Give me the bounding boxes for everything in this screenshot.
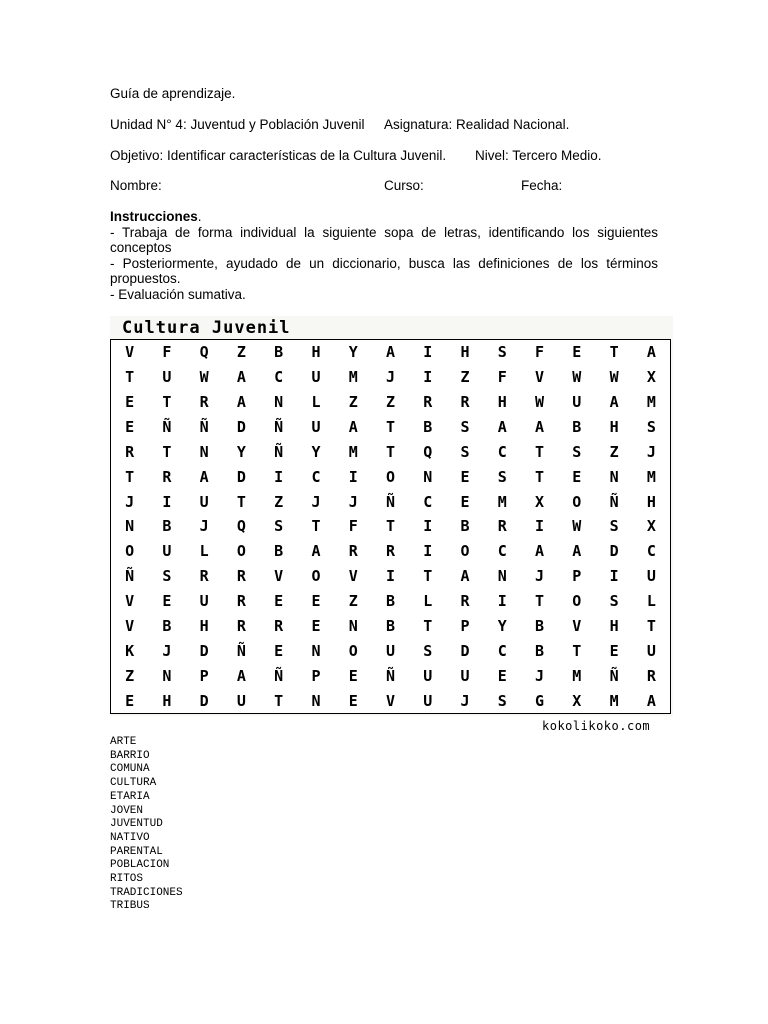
grid-letter: R [385, 542, 395, 561]
grid-letter: T [311, 517, 321, 536]
grid-letter: T [423, 567, 433, 586]
grid-letter: T [385, 517, 395, 536]
grid-letter: V [535, 368, 545, 387]
grid-letter: B [162, 616, 172, 635]
grid-letter: E [162, 592, 172, 611]
grid-letter: Y [348, 343, 358, 362]
grid-letter: T [125, 368, 135, 387]
grid-letter: M [572, 666, 582, 685]
grid-letter: E [572, 343, 582, 362]
grid-letter: E [125, 393, 135, 412]
grid-letter: C [646, 542, 656, 561]
grid-letter: S [609, 517, 619, 536]
grid-letter: U [162, 542, 172, 561]
grid-letter: X [572, 691, 582, 710]
grid-letter: A [535, 542, 545, 561]
grid-letter: N [609, 467, 619, 486]
grid-letter: V [348, 567, 358, 586]
grid-letter: H [311, 343, 321, 362]
grid-letter: I [423, 343, 433, 362]
grid-letter: W [609, 368, 619, 387]
grid-letter: T [535, 467, 545, 486]
instructions-title: Instrucciones [110, 209, 198, 224]
word-list-item: ETARIA [110, 790, 150, 803]
grid-letter: J [535, 567, 545, 586]
grid-letter: M [646, 467, 656, 486]
grid-letter: A [199, 467, 209, 486]
grid-letter: L [311, 393, 321, 412]
grid-letter: Z [609, 442, 619, 461]
grid-letter: B [274, 542, 284, 561]
grid-letter: N [497, 567, 507, 586]
grid-letter: T [125, 467, 135, 486]
grid-letter: U [646, 641, 656, 660]
grid-letter: D [236, 418, 246, 437]
grid-letter: N [311, 691, 321, 710]
grid-letter: H [162, 691, 172, 710]
grid-letter: I [348, 467, 358, 486]
grid-letter: Z [236, 343, 246, 362]
grid-letter: R [162, 467, 172, 486]
grid-letter: F [535, 343, 545, 362]
grid-letter: T [646, 616, 656, 635]
grid-letter: T [535, 592, 545, 611]
grid-letter: W [572, 517, 582, 536]
grid-letter: R [460, 393, 470, 412]
grid-letter: L [423, 592, 433, 611]
grid-letter: E [274, 641, 284, 660]
word-list-item: POBLACION [110, 859, 170, 872]
instruction-item: - Posteriormente, ayudado de un diccionario, busca las definiciones de los términos propuestos. [110, 255, 658, 286]
grid-letter: D [199, 641, 209, 660]
grid-letter: X [646, 517, 656, 536]
instructions-title-suffix: . [197, 209, 202, 224]
grid-letter: U [385, 641, 395, 660]
grid-letter: J [125, 492, 135, 511]
grid-letter: I [274, 467, 284, 486]
word-list-item: TRADICIONES [110, 886, 183, 899]
grid-letter: N [162, 666, 172, 685]
grid-letter: R [423, 393, 433, 412]
grid-letter: T [274, 691, 284, 710]
grid-letter: E [348, 666, 358, 685]
grid-letter: K [125, 641, 135, 660]
grid-letter: I [609, 567, 619, 586]
grid-letter: F [348, 517, 358, 536]
grid-letter: R [497, 517, 507, 536]
grid-letter: Ñ [274, 666, 284, 685]
grid-letter: S [609, 592, 619, 611]
grid-letter: N [348, 616, 358, 635]
grid-letter: U [423, 691, 433, 710]
grid-letter: E [572, 467, 582, 486]
grid-letter: A [236, 666, 246, 685]
grid-letter: F [497, 368, 507, 387]
grid-letter: J [162, 641, 172, 660]
grid-letter: J [646, 442, 656, 461]
objective-label: Objetivo: Identificar características de la Cultura Juvenil. [110, 148, 447, 163]
grid-letter: B [460, 517, 470, 536]
instruction-item: - Evaluación sumativa. [110, 286, 246, 302]
grid-letter: B [385, 616, 395, 635]
grid-letter: I [423, 368, 433, 387]
grid-letter: Ñ [199, 418, 209, 437]
word-list-item: RITOS [110, 873, 144, 886]
grid-letter: T [423, 616, 433, 635]
grid-letter: E [311, 592, 321, 611]
grid-letter: D [609, 542, 619, 561]
word-list-item: JUVENTUD [110, 818, 163, 831]
grid-letter: Ñ [609, 666, 619, 685]
grid-letter: P [572, 567, 582, 586]
grid-letter: V [385, 691, 395, 710]
word-list-item: COMUNA [110, 763, 150, 776]
grid-letter: E [460, 467, 470, 486]
grid-letter: I [535, 517, 545, 536]
grid-letter: A [646, 343, 656, 362]
grid-letter: N [125, 517, 135, 536]
grid-letter: A [460, 567, 470, 586]
grid-letter: M [646, 393, 656, 412]
grid-letter: T [385, 442, 395, 461]
grid-letter: P [460, 616, 470, 635]
grid-letter: R [199, 567, 209, 586]
grid-letter: C [311, 467, 321, 486]
grid-letter: A [236, 368, 246, 387]
grid-letter: E [125, 691, 135, 710]
grid-letter: L [199, 542, 209, 561]
grid-letter: M [609, 691, 619, 710]
grid-letter: J [385, 368, 395, 387]
grid-letter: W [572, 368, 582, 387]
grid-letter: T [535, 442, 545, 461]
grid-letter: H [609, 418, 619, 437]
grid-letter: T [572, 641, 582, 660]
grid-letter: D [236, 467, 246, 486]
grid-letter: Y [497, 616, 507, 635]
grid-letter: W [535, 393, 545, 412]
grid-letter: Z [125, 666, 135, 685]
grid-letter: A [497, 418, 507, 437]
grid-letter: I [423, 517, 433, 536]
grid-letter: V [125, 343, 135, 362]
grid-letter: S [274, 517, 284, 536]
grid-letter: J [199, 517, 209, 536]
grid-letter: S [497, 467, 507, 486]
subject-label: Asignatura: Realidad Nacional. [384, 117, 570, 132]
grid-letter: E [348, 691, 358, 710]
grid-letter: A [572, 542, 582, 561]
word-list-item: TRIBUS [110, 900, 150, 913]
grid-letter: A [535, 418, 545, 437]
grid-letter: U [199, 492, 209, 511]
grid-letter: C [497, 542, 507, 561]
grid-letter: B [162, 517, 172, 536]
grid-letter: U [460, 666, 470, 685]
instruction-item: - Trabaja de forma individual la siguiente sopa de letras, identificando los siguientes conceptos [110, 224, 658, 255]
course-field-label: Curso: [384, 178, 424, 193]
grid-letter: C [274, 368, 284, 387]
grid-letter: R [199, 393, 209, 412]
grid-letter: Z [385, 393, 395, 412]
grid-letter: H [609, 616, 619, 635]
grid-letter: O [572, 492, 582, 511]
grid-letter: D [460, 641, 470, 660]
instructions-section [110, 209, 658, 302]
grid-letter: L [646, 592, 656, 611]
grid-letter: Ñ [274, 418, 284, 437]
grid-letter: I [423, 542, 433, 561]
grid-letter: A [311, 542, 321, 561]
grid-letter: T [609, 343, 619, 362]
word-search-grid [110, 339, 671, 714]
grid-letter: U [572, 393, 582, 412]
grid-letter: B [423, 418, 433, 437]
grid-letter: U [311, 418, 321, 437]
grid-letter: V [572, 616, 582, 635]
grid-letter: O [460, 542, 470, 561]
word-search-title: Cultura Juvenil [122, 318, 291, 338]
grid-letter: B [385, 592, 395, 611]
grid-letter: V [125, 592, 135, 611]
grid-letter: X [646, 368, 656, 387]
grid-letter: E [497, 666, 507, 685]
grid-letter: R [646, 666, 656, 685]
grid-letter: B [535, 641, 545, 660]
grid-letter: I [385, 567, 395, 586]
grid-letter: U [162, 368, 172, 387]
grid-letter: A [348, 418, 358, 437]
word-list-item: BARRIO [110, 749, 150, 762]
grid-letter: Ñ [274, 442, 284, 461]
word-list-item: CULTURA [110, 777, 157, 790]
level-label: Nivel: Tercero Medio. [475, 148, 602, 163]
date-field-label: Fecha: [521, 178, 563, 193]
grid-letter: R [236, 616, 246, 635]
grid-letter: H [460, 343, 470, 362]
grid-letter: Z [274, 492, 284, 511]
grid-letter: O [125, 542, 135, 561]
grid-letter: C [423, 492, 433, 511]
word-list [110, 736, 183, 914]
grid-letter: Q [236, 517, 246, 536]
grid-letter: E [125, 418, 135, 437]
grid-letter: M [497, 492, 507, 511]
grid-letter: A [646, 691, 656, 710]
grid-letter: M [348, 442, 358, 461]
grid-letter: S [460, 442, 470, 461]
grid-letter: B [535, 616, 545, 635]
guide-title: Guía de aprendizaje. [110, 86, 236, 101]
word-list-item: JOVEN [110, 804, 144, 817]
grid-letter: O [311, 567, 321, 586]
grid-letter: P [199, 666, 209, 685]
grid-letter: U [199, 592, 209, 611]
grid-letter: J [311, 492, 321, 511]
grid-letter: N [311, 641, 321, 660]
grid-letter: Z [348, 592, 358, 611]
grid-letter: Y [236, 442, 246, 461]
grid-letter: P [311, 666, 321, 685]
grid-letter: V [274, 567, 284, 586]
grid-letter: J [535, 666, 545, 685]
grid-letter: U [646, 567, 656, 586]
grid-letter: Ñ [385, 666, 395, 685]
grid-letter: Q [423, 442, 433, 461]
grid-letter: H [646, 492, 656, 511]
grid-letter: E [274, 592, 284, 611]
grid-letter: U [311, 368, 321, 387]
grid-letter: I [162, 492, 172, 511]
grid-letter: E [311, 616, 321, 635]
word-list-item: NATIVO [110, 831, 150, 844]
grid-letter: H [497, 393, 507, 412]
grid-letter: W [199, 368, 209, 387]
unit-label: Unidad N° 4: Juventud y Población Juvenil [110, 117, 365, 132]
grid-letter: R [236, 567, 246, 586]
grid-letter: R [348, 542, 358, 561]
grid-letter: Q [199, 343, 209, 362]
grid-letter: E [609, 641, 619, 660]
grid-letter: A [609, 393, 619, 412]
grid-letter: S [497, 343, 507, 362]
grid-letter: O [348, 641, 358, 660]
grid-letter: S [460, 418, 470, 437]
grid-letter: Z [460, 368, 470, 387]
grid-letter: R [125, 442, 135, 461]
grid-letter: N [423, 467, 433, 486]
grid-letter: O [236, 542, 246, 561]
grid-letter: T [236, 492, 246, 511]
grid-letter: G [535, 691, 545, 710]
instructions-heading [110, 209, 658, 225]
grid-letter: B [274, 343, 284, 362]
grid-letter: T [162, 393, 172, 412]
grid-letter: Ñ [236, 641, 246, 660]
word-search-credit: kokolikoko.com [542, 719, 651, 733]
grid-letter: Ñ [162, 418, 172, 437]
grid-letter: S [423, 641, 433, 660]
grid-letter: R [274, 616, 284, 635]
grid-letter: S [162, 567, 172, 586]
grid-letter: A [385, 343, 395, 362]
name-field-label: Nombre: [110, 178, 162, 193]
grid-letter: J [460, 691, 470, 710]
grid-letter: N [274, 393, 284, 412]
grid-letter: S [497, 691, 507, 710]
grid-letter: S [646, 418, 656, 437]
grid-letter: Ñ [125, 567, 135, 586]
word-list-item: ARTE [110, 736, 137, 748]
grid-letter: S [572, 442, 582, 461]
grid-letter: Ñ [609, 492, 619, 511]
grid-letter: U [423, 666, 433, 685]
grid-letter: D [199, 691, 209, 710]
grid-letter: Ñ [385, 492, 395, 511]
grid-letter: O [385, 467, 395, 486]
grid-letter: V [125, 616, 135, 635]
grid-letter: C [497, 442, 507, 461]
grid-letter: H [199, 616, 209, 635]
grid-letter: T [385, 418, 395, 437]
grid-letter: N [199, 442, 209, 461]
word-list-item: PARENTAL [110, 845, 163, 858]
grid-letter: F [162, 343, 172, 362]
grid-letter: R [460, 592, 470, 611]
grid-letter: B [572, 418, 582, 437]
grid-letter: T [162, 442, 172, 461]
grid-letter: E [460, 492, 470, 511]
grid-letter: I [497, 592, 507, 611]
grid-letter: J [348, 492, 358, 511]
grid-letter: R [236, 592, 246, 611]
grid-letter: O [572, 592, 582, 611]
grid-letter: A [236, 393, 246, 412]
grid-letter: M [348, 368, 358, 387]
grid-letter: C [497, 641, 507, 660]
grid-letter: Y [311, 442, 321, 461]
grid-letter: Z [348, 393, 358, 412]
grid-letter: X [535, 492, 545, 511]
grid-letter: U [236, 691, 246, 710]
